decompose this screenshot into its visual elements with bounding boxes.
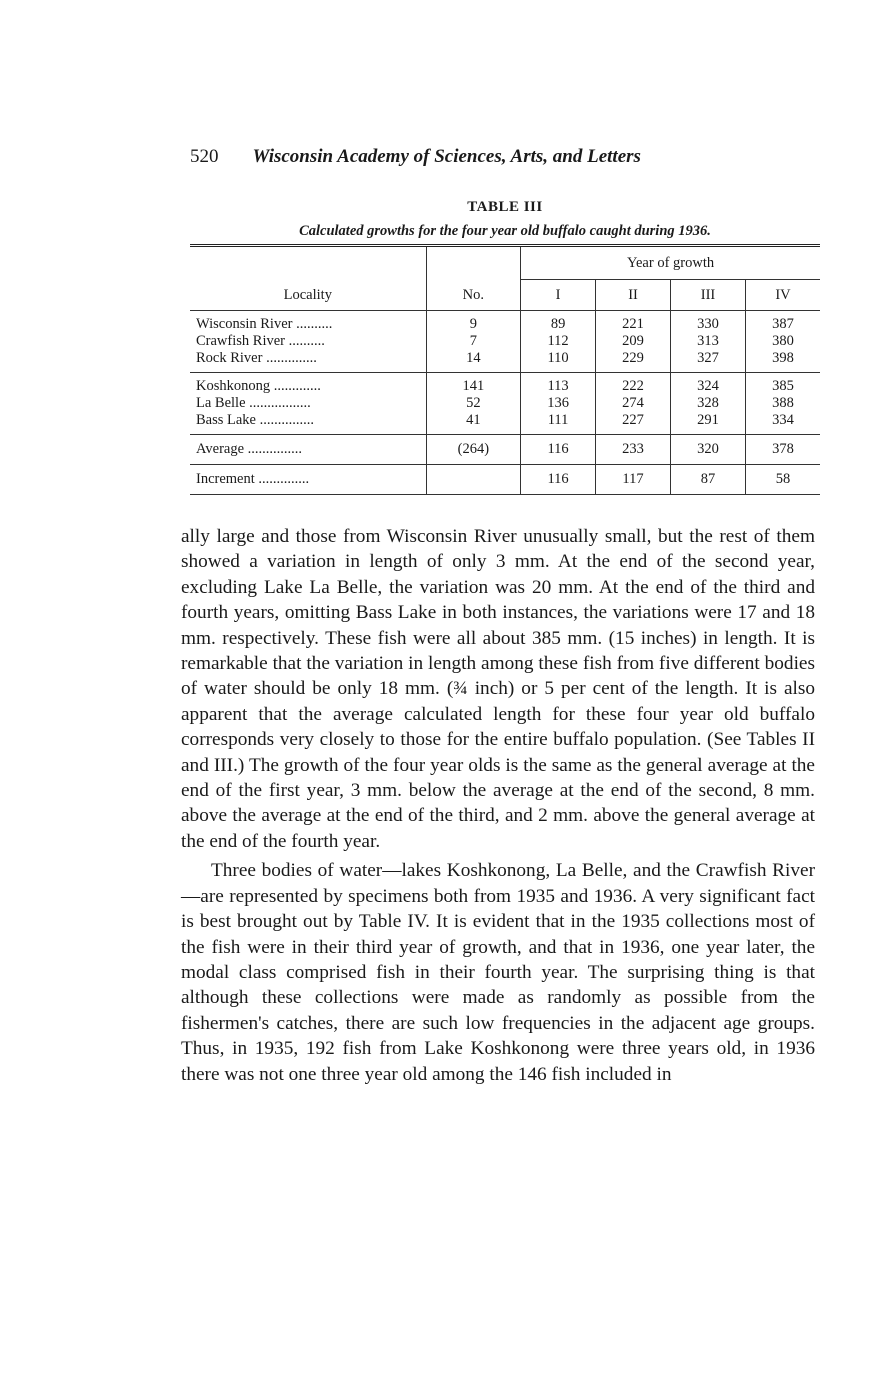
value-cell: 113 <box>521 373 596 396</box>
table-row <box>190 373 820 396</box>
average-row <box>190 435 820 465</box>
growth-table <box>190 244 820 495</box>
locality-cell: Bass Lake ............... <box>196 412 314 428</box>
journal-title: Wisconsin Academy of Sciences, Arts, and Letters <box>252 146 641 167</box>
value-cell: 334 <box>745 412 820 435</box>
value-cell: 291 <box>671 412 746 435</box>
value-cell: 89 <box>521 311 596 334</box>
table-row <box>190 412 820 435</box>
value-cell: 385 <box>745 373 820 396</box>
value-cell: 116 <box>521 465 596 495</box>
count-cell: (264) <box>426 435 520 465</box>
value-cell: 388 <box>745 395 820 412</box>
count-cell: 141 <box>426 373 520 396</box>
locality-cell: Increment .............. <box>196 471 310 487</box>
average-group <box>190 435 820 465</box>
locality-group <box>190 373 820 435</box>
year-of-growth-header: Year of growth <box>521 246 820 280</box>
locality-cell: Rock River .............. <box>196 350 317 366</box>
value-cell: 327 <box>671 350 746 373</box>
value-cell: 227 <box>596 412 671 435</box>
count-cell: 9 <box>426 311 520 334</box>
increment-group <box>190 465 820 495</box>
locality-cell: Koshkonong ............. <box>196 378 321 394</box>
value-cell: 222 <box>596 373 671 396</box>
body-text <box>181 524 815 1087</box>
locality-group <box>190 311 820 373</box>
count-cell: 52 <box>426 395 520 412</box>
value-cell: 380 <box>745 333 820 350</box>
value-cell: 116 <box>521 435 596 465</box>
locality-cell: Crawfish River .......... <box>196 333 325 349</box>
value-cell: 111 <box>521 412 596 435</box>
table-row <box>190 395 820 412</box>
page-number: 520 <box>190 146 219 167</box>
value-cell: 313 <box>671 333 746 350</box>
table-row <box>190 333 820 350</box>
year-header: IV <box>745 280 820 311</box>
locality-header <box>190 246 426 311</box>
locality-cell: La Belle ................. <box>196 395 311 411</box>
paragraph: Three bodies of water—lakes Koshkonong, La Belle, and the Crawfish River—are represented by specimens both from 1935 and 1936. A very significant fact is best brought out by Table IV. It is evident that in the 1935 collections most of the fish were in their third year of growth, and that in 1936, one year later, the modal class comprised fish in their fourth year. The surprising thing is that although these collections were made as randomly as possible from the fishermen's catches, there are such low frequencies in the adjacent age groups. Thus, in 1935, 192 fish from Lake Koshkonong were three years old, in 1936 there was not one three year old among the 146 fish included in <box>181 860 815 1085</box>
value-cell: 136 <box>521 395 596 412</box>
value-cell: 320 <box>671 435 746 465</box>
value-cell: 274 <box>596 395 671 412</box>
count-cell: 41 <box>426 412 520 435</box>
value-cell: 229 <box>596 350 671 373</box>
value-cell: 330 <box>671 311 746 334</box>
value-cell: 387 <box>745 311 820 334</box>
count-cell: 7 <box>426 333 520 350</box>
value-cell: 117 <box>596 465 671 495</box>
year-header: I <box>521 280 596 311</box>
locality-header-label: Locality <box>283 287 332 303</box>
table-row <box>190 350 820 373</box>
value-cell: 378 <box>745 435 820 465</box>
locality-cell: Wisconsin River .......... <box>196 316 333 332</box>
running-head <box>190 146 810 168</box>
value-cell: 398 <box>745 350 820 373</box>
value-cell: 112 <box>521 333 596 350</box>
table-label: TABLE III <box>467 199 543 215</box>
value-cell: 110 <box>521 350 596 373</box>
year-header: III <box>671 280 746 311</box>
value-cell: 324 <box>671 373 746 396</box>
no-header-label: No. <box>462 287 485 303</box>
paragraph: ally large and those from Wisconsin River unusually small, but the rest of them showed a variation in length of only 3 mm. At the end of the second year, excluding Lake La Belle, the variation was 20 mm. At the end of the third and fourth years, omitting Bass Lake in both instances, the variations were 17 and 18 mm. respectively. These fish were all about 385 mm. (15 inches) in length. It is remarkable that the variation in length among these fish from five different bodies of water should be only 18 mm. (¾ inch) or 5 per cent of the length. It is also apparent that the average calculated length for these four year old buffalo corresponds very closely to those for the entire buffalo population. (See Tables II and III.) The growth of the four year olds is the same as the general average at the end of the first year, 3 mm. below the average at the end of the second, 8 mm. above the average at the end of the third, and 2 mm. above the general average at the end of the fourth year. <box>181 526 815 852</box>
count-cell: 14 <box>426 350 520 373</box>
value-cell: 221 <box>596 311 671 334</box>
no-header <box>426 246 520 311</box>
table-row <box>190 311 820 334</box>
count-cell <box>426 465 520 495</box>
increment-row <box>190 465 820 495</box>
value-cell: 58 <box>745 465 820 495</box>
value-cell: 233 <box>596 435 671 465</box>
value-cell: 87 <box>671 465 746 495</box>
year-header: II <box>596 280 671 311</box>
table-caption: Calculated growths for the four year old buffalo caught during 1936. <box>299 223 711 239</box>
locality-cell: Average ............... <box>196 441 303 457</box>
value-cell: 209 <box>596 333 671 350</box>
table-header-row <box>190 246 820 280</box>
value-cell: 328 <box>671 395 746 412</box>
